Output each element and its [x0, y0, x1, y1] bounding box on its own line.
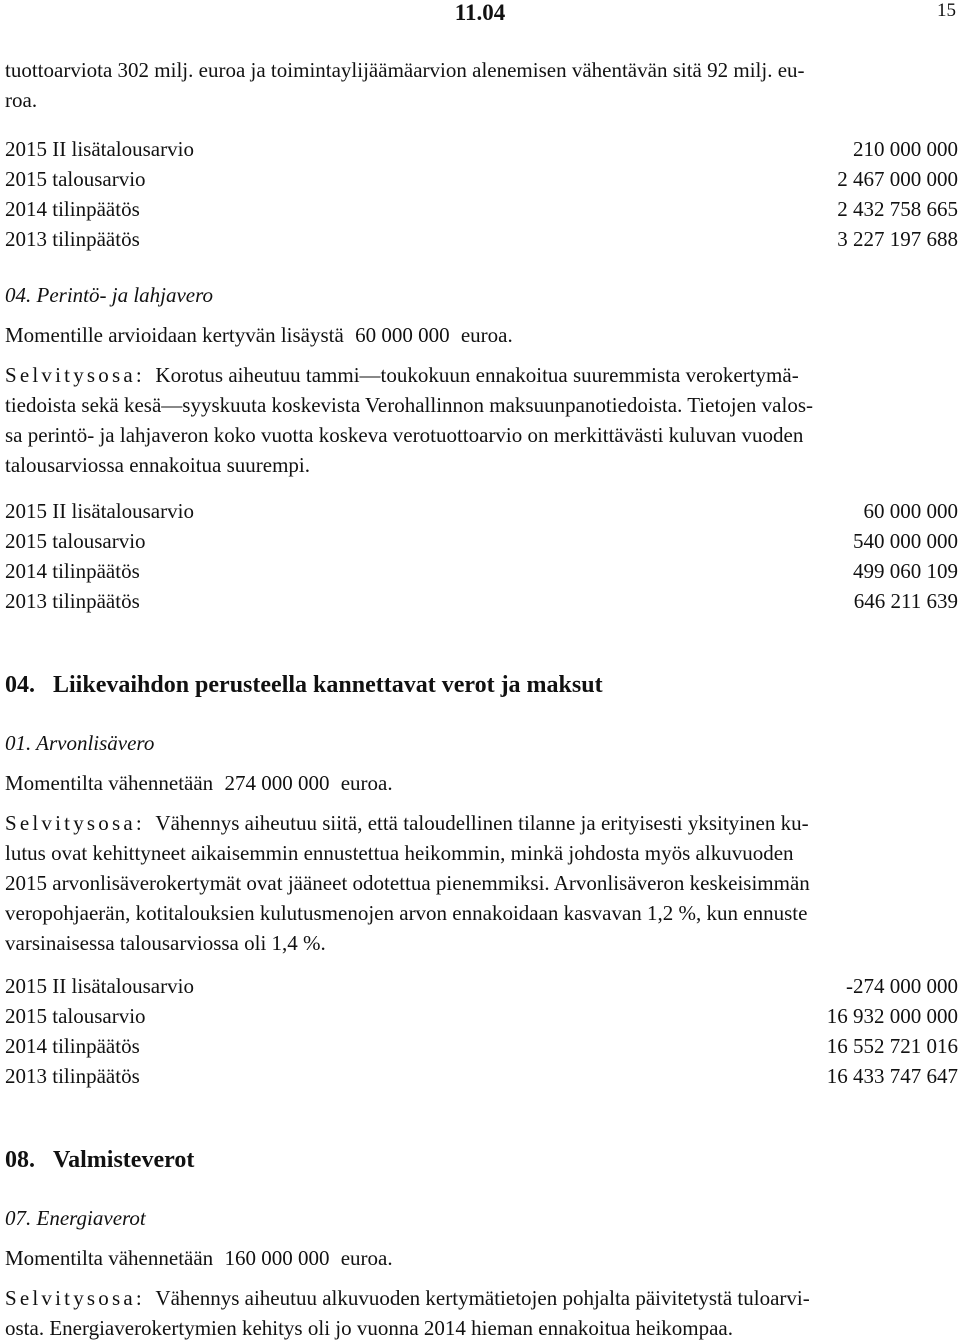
selvitys-paragraph [5, 360, 960, 480]
intro-paragraph [5, 55, 960, 115]
momentti-unit: euroa. [341, 1246, 393, 1270]
row-label: 2013 tilinpäätös [5, 586, 140, 616]
subsection-title: 07. Energiaverot [5, 1203, 146, 1233]
table-row [5, 496, 960, 526]
selvitys-label: Selvitysosa: [5, 811, 145, 835]
selvitys-label: Selvitysosa: [5, 1286, 145, 1310]
table-row [5, 1031, 960, 1061]
row-value: -274 000 000 [846, 971, 960, 1001]
table-row [5, 586, 960, 616]
momentti-line [5, 768, 393, 798]
row-label: 2014 tilinpäätös [5, 194, 140, 224]
row-value: 60 000 000 [864, 496, 960, 526]
row-value: 3 227 197 688 [837, 224, 960, 254]
selvitys-label: Selvitysosa: [5, 363, 145, 387]
row-label: 2014 tilinpäätös [5, 556, 140, 586]
section-number: 04. [5, 668, 53, 702]
row-value: 646 211 639 [854, 586, 960, 616]
row-value: 16 932 000 000 [827, 1001, 960, 1031]
selvitys-line: tiedoista sekä kesä—syyskuuta koskevista Verohallinnon maksuunpanotiedoista. Tietojen valos- [5, 390, 960, 420]
row-value: 2 467 000 000 [837, 164, 960, 194]
momentti-amount: 160 000 000 [224, 1243, 329, 1273]
selvitys-line: varsinaisessa talousarviossa oli 1,4 %. [5, 928, 960, 958]
momentti-text: Momentilta vähennetään [5, 771, 213, 795]
section-title: Liikevaihdon perusteella kannettavat verot ja maksut [53, 672, 603, 698]
selvitys-line [5, 808, 960, 838]
intro-line: roa. [5, 85, 960, 115]
row-label: 2014 tilinpäätös [5, 1031, 140, 1061]
selvitys-text: Vähennys aiheutuu alkuvuoden kertymätietojen pohjalta päivitetystä tuloarvi- [155, 1286, 809, 1310]
row-label: 2015 II lisätalousarvio [5, 134, 194, 164]
selvitys-line: osta. Energiaverokertymien kehitys oli jo vuonna 2014 hieman ennakoitua heikompaa. [5, 1313, 960, 1343]
row-label: 2015 II lisätalousarvio [5, 971, 194, 1001]
row-value: 210 000 000 [853, 134, 960, 164]
subsection-title: 01. Arvonlisävero [5, 728, 154, 758]
section-heading [5, 1143, 194, 1177]
intro-line: tuottoarviota 302 milj. euroa ja toimintaylijäämäarvion alenemisen vähentävän sitä 92 milj. eu- [5, 55, 960, 85]
table-row [5, 556, 960, 586]
row-label: 2015 II lisätalousarvio [5, 496, 194, 526]
table-row [5, 971, 960, 1001]
momentti-text: Momentille arvioidaan kertyvän lisäystä [5, 323, 344, 347]
table-row [5, 224, 960, 254]
momentti-amount: 60 000 000 [355, 320, 450, 350]
selvitys-line [5, 360, 960, 390]
row-label: 2015 talousarvio [5, 164, 146, 194]
row-value: 2 432 758 665 [837, 194, 960, 224]
table-row [5, 194, 960, 224]
selvitys-text: Vähennys aiheutuu siitä, että taloudellinen tilanne ja erityisesti yksityinen ku- [155, 811, 808, 835]
selvitys-paragraph [5, 1283, 960, 1343]
table-row [5, 1061, 960, 1091]
subsection-title: 04. Perintö- ja lahjavero [5, 280, 213, 310]
selvitys-line: lutus ovat kehittyneet aikaisemmin ennustettua heikommin, minkä johdosta myös alkuvuoden [5, 838, 960, 868]
row-label: 2013 tilinpäätös [5, 224, 140, 254]
momentti-line [5, 1243, 393, 1273]
section-title: Valmisteverot [53, 1147, 194, 1173]
selvitys-paragraph [5, 808, 960, 958]
selvitys-line: talousarviossa ennakoitua suurempi. [5, 450, 960, 480]
momentti-unit: euroa. [461, 323, 513, 347]
selvitys-line: veropohjaerän, kotitalouksien kulutusmenojen arvon ennakoidaan kasvavan 1,2 %, kun ennuste [5, 898, 960, 928]
momentti-amount: 274 000 000 [224, 768, 329, 798]
table-row [5, 134, 960, 164]
momentti-unit: euroa. [341, 771, 393, 795]
selvitys-line: sa perintö- ja lahjaveron koko vuotta koskeva verotuottoarvio on merkittävästi kuluvan vuoden [5, 420, 960, 450]
table-row [5, 526, 960, 556]
row-label: 2015 talousarvio [5, 1001, 146, 1031]
row-value: 16 552 721 016 [827, 1031, 960, 1061]
row-value: 499 060 109 [853, 556, 960, 586]
section-header: 11.04 [0, 0, 960, 26]
row-value: 540 000 000 [853, 526, 960, 556]
section-number: 08. [5, 1143, 53, 1177]
momentti-text: Momentilta vähennetään [5, 1246, 213, 1270]
page-number: 15 [937, 0, 956, 22]
row-label: 2015 talousarvio [5, 526, 146, 556]
row-label: 2013 tilinpäätös [5, 1061, 140, 1091]
selvitys-text: Korotus aiheutuu tammi—toukokuun ennakoitua suuremmista verokertymä- [155, 363, 798, 387]
row-value: 16 433 747 647 [827, 1061, 960, 1091]
table-row [5, 1001, 960, 1031]
selvitys-line: 2015 arvonlisäverokertymät ovat jääneet odotettua pienemmiksi. Arvonlisäveron keskeisimmän [5, 868, 960, 898]
momentti-line [5, 320, 513, 350]
section-heading [5, 668, 603, 702]
selvitys-line [5, 1283, 960, 1313]
table-row [5, 164, 960, 194]
